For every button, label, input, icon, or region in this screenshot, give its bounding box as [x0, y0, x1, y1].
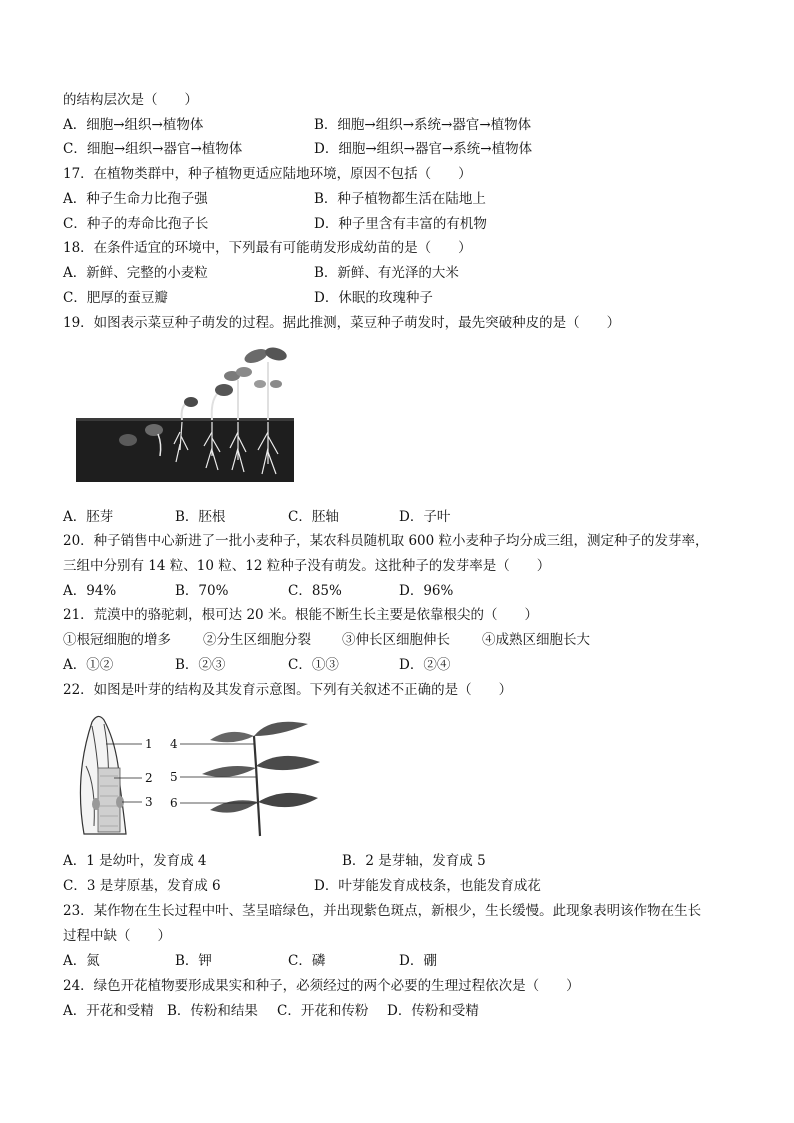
q16-option-b: B．细胞→组织→系统→器官→植物体: [314, 117, 532, 133]
q21-statement-3: ③伸长区细胞伸长: [342, 632, 450, 648]
branch-stem: [254, 736, 260, 836]
q22-option-d: D．叶芽能发育成枝条，也能发育成花: [314, 878, 541, 894]
question-16-stem: 的结构层次是（ ）: [63, 92, 198, 108]
q19-option-d: D．子叶: [399, 509, 451, 525]
figure-label-1: 1: [145, 737, 153, 751]
question-18-stem: 18．在条件适宜的环境中，下列最有可能萌发形成幼苗的是（ ）: [63, 240, 472, 256]
question-23-stem-line-2: 过程中缺（ ）: [63, 928, 171, 944]
question-24-stem: 24．绿色开花植物要形成果实和种子，必须经过的两个必要的生理过程依次是（ ）: [63, 978, 580, 994]
q20-option-b: B．70%: [175, 583, 229, 599]
figure-label-5: 5: [170, 770, 178, 784]
q22-option-c: C．3 是芽原基，发育成 6: [63, 878, 221, 894]
q23-option-a: A．氮: [63, 953, 100, 969]
q23-option-d: D．硼: [399, 953, 437, 969]
q21-statement-2: ②分生区细胞分裂: [203, 632, 311, 648]
q23-option-c: C．磷: [288, 953, 326, 969]
q16-option-c: C．细胞→组织→器官→植物体: [63, 141, 243, 157]
q21-option-a: A．①②: [63, 657, 114, 673]
q16-option-a: A．细胞→组织→植物体: [63, 117, 204, 133]
q21-statement-1: ①根冠细胞的增多: [63, 632, 171, 648]
bean-germination-figure: [72, 340, 297, 485]
seed-stage-1: [119, 434, 137, 446]
q19-option-a: A．胚芽: [63, 509, 114, 525]
q16-option-d: D．细胞→组织→器官→系统→植物体: [314, 141, 533, 157]
q19-option-b: B．胚根: [175, 509, 226, 525]
q24-option-c: C．开花和传粉: [277, 1003, 369, 1019]
q18-option-c: C．肥厚的蚕豆瓣: [63, 290, 168, 306]
q21-option-d: D．②④: [399, 657, 451, 673]
q17-option-b: B．种子植物都生活在陆地上: [314, 191, 486, 207]
q21-option-b: B．②③: [175, 657, 226, 673]
question-20-stem-line-2: 三组中分别有 14 粒、10 粒、12 粒种子没有萌发。这批种子的发芽率是（ ）: [63, 558, 551, 574]
figure-label-3: 3: [145, 795, 153, 809]
q17-option-a: A．种子生命力比孢子强: [63, 191, 208, 207]
q17-option-d: D．种子里含有丰富的有机物: [314, 216, 487, 232]
q18-option-d: D．休眠的玫瑰种子: [314, 290, 433, 306]
figure-label-4: 4: [170, 737, 178, 751]
q20-option-d: D．96%: [399, 583, 454, 599]
q19-option-c: C．胚轴: [288, 509, 339, 525]
q21-statement-4: ④成熟区细胞长大: [482, 632, 590, 648]
question-20-stem-line-1: 20．种子销售中心新进了一批小麦种子，某农科员随机取 600 粒小麦种子均分成三组，测定种子的发芽率，: [63, 533, 709, 549]
q22-option-b: B．2 是芽轴，发育成 5: [342, 853, 486, 869]
q24-option-a: A．开花和受精: [63, 1003, 154, 1019]
q23-option-b: B．钾: [175, 953, 212, 969]
q18-option-b: B．新鲜、有光泽的大米: [314, 265, 459, 281]
q18-option-a: A．新鲜、完整的小麦粒: [63, 265, 208, 281]
question-23-stem-line-1: 23．某作物在生长过程中叶、茎呈暗绿色，并出现紫色斑点，新根少，生长缓慢。此现象表明该作物在生长: [63, 903, 702, 919]
figure-label-6: 6: [170, 796, 178, 810]
q20-option-a: A．94%: [63, 583, 117, 599]
leaf-bud-figure: [70, 706, 330, 841]
soil: [76, 418, 294, 482]
q22-option-a: A．1 是幼叶，发育成 4: [63, 853, 207, 869]
question-19-stem: 19．如图表示菜豆种子萌发的过程。据此推测，菜豆种子萌发时，最先突破种皮的是（ ）: [63, 315, 621, 331]
question-22-stem: 22．如图是叶芽的结构及其发育示意图。下列有关叙述不正确的是（ ）: [63, 682, 513, 698]
q17-option-c: C．种子的寿命比孢子长: [63, 216, 209, 232]
q21-option-c: C．①③: [288, 657, 339, 673]
question-21-stem: 21．荒漠中的骆驼刺，根可达 20 米。根能不断生长主要是依靠根尖的（ ）: [63, 607, 538, 623]
figure-label-2: 2: [145, 771, 153, 785]
q20-option-c: C．85%: [288, 583, 342, 599]
q24-option-b: B．传粉和结果: [167, 1003, 258, 1019]
question-17-stem: 17．在植物类群中，种子植物更适应陆地环境，原因不包括（ ）: [63, 166, 472, 182]
q24-option-d: D．传粉和受精: [387, 1003, 479, 1019]
